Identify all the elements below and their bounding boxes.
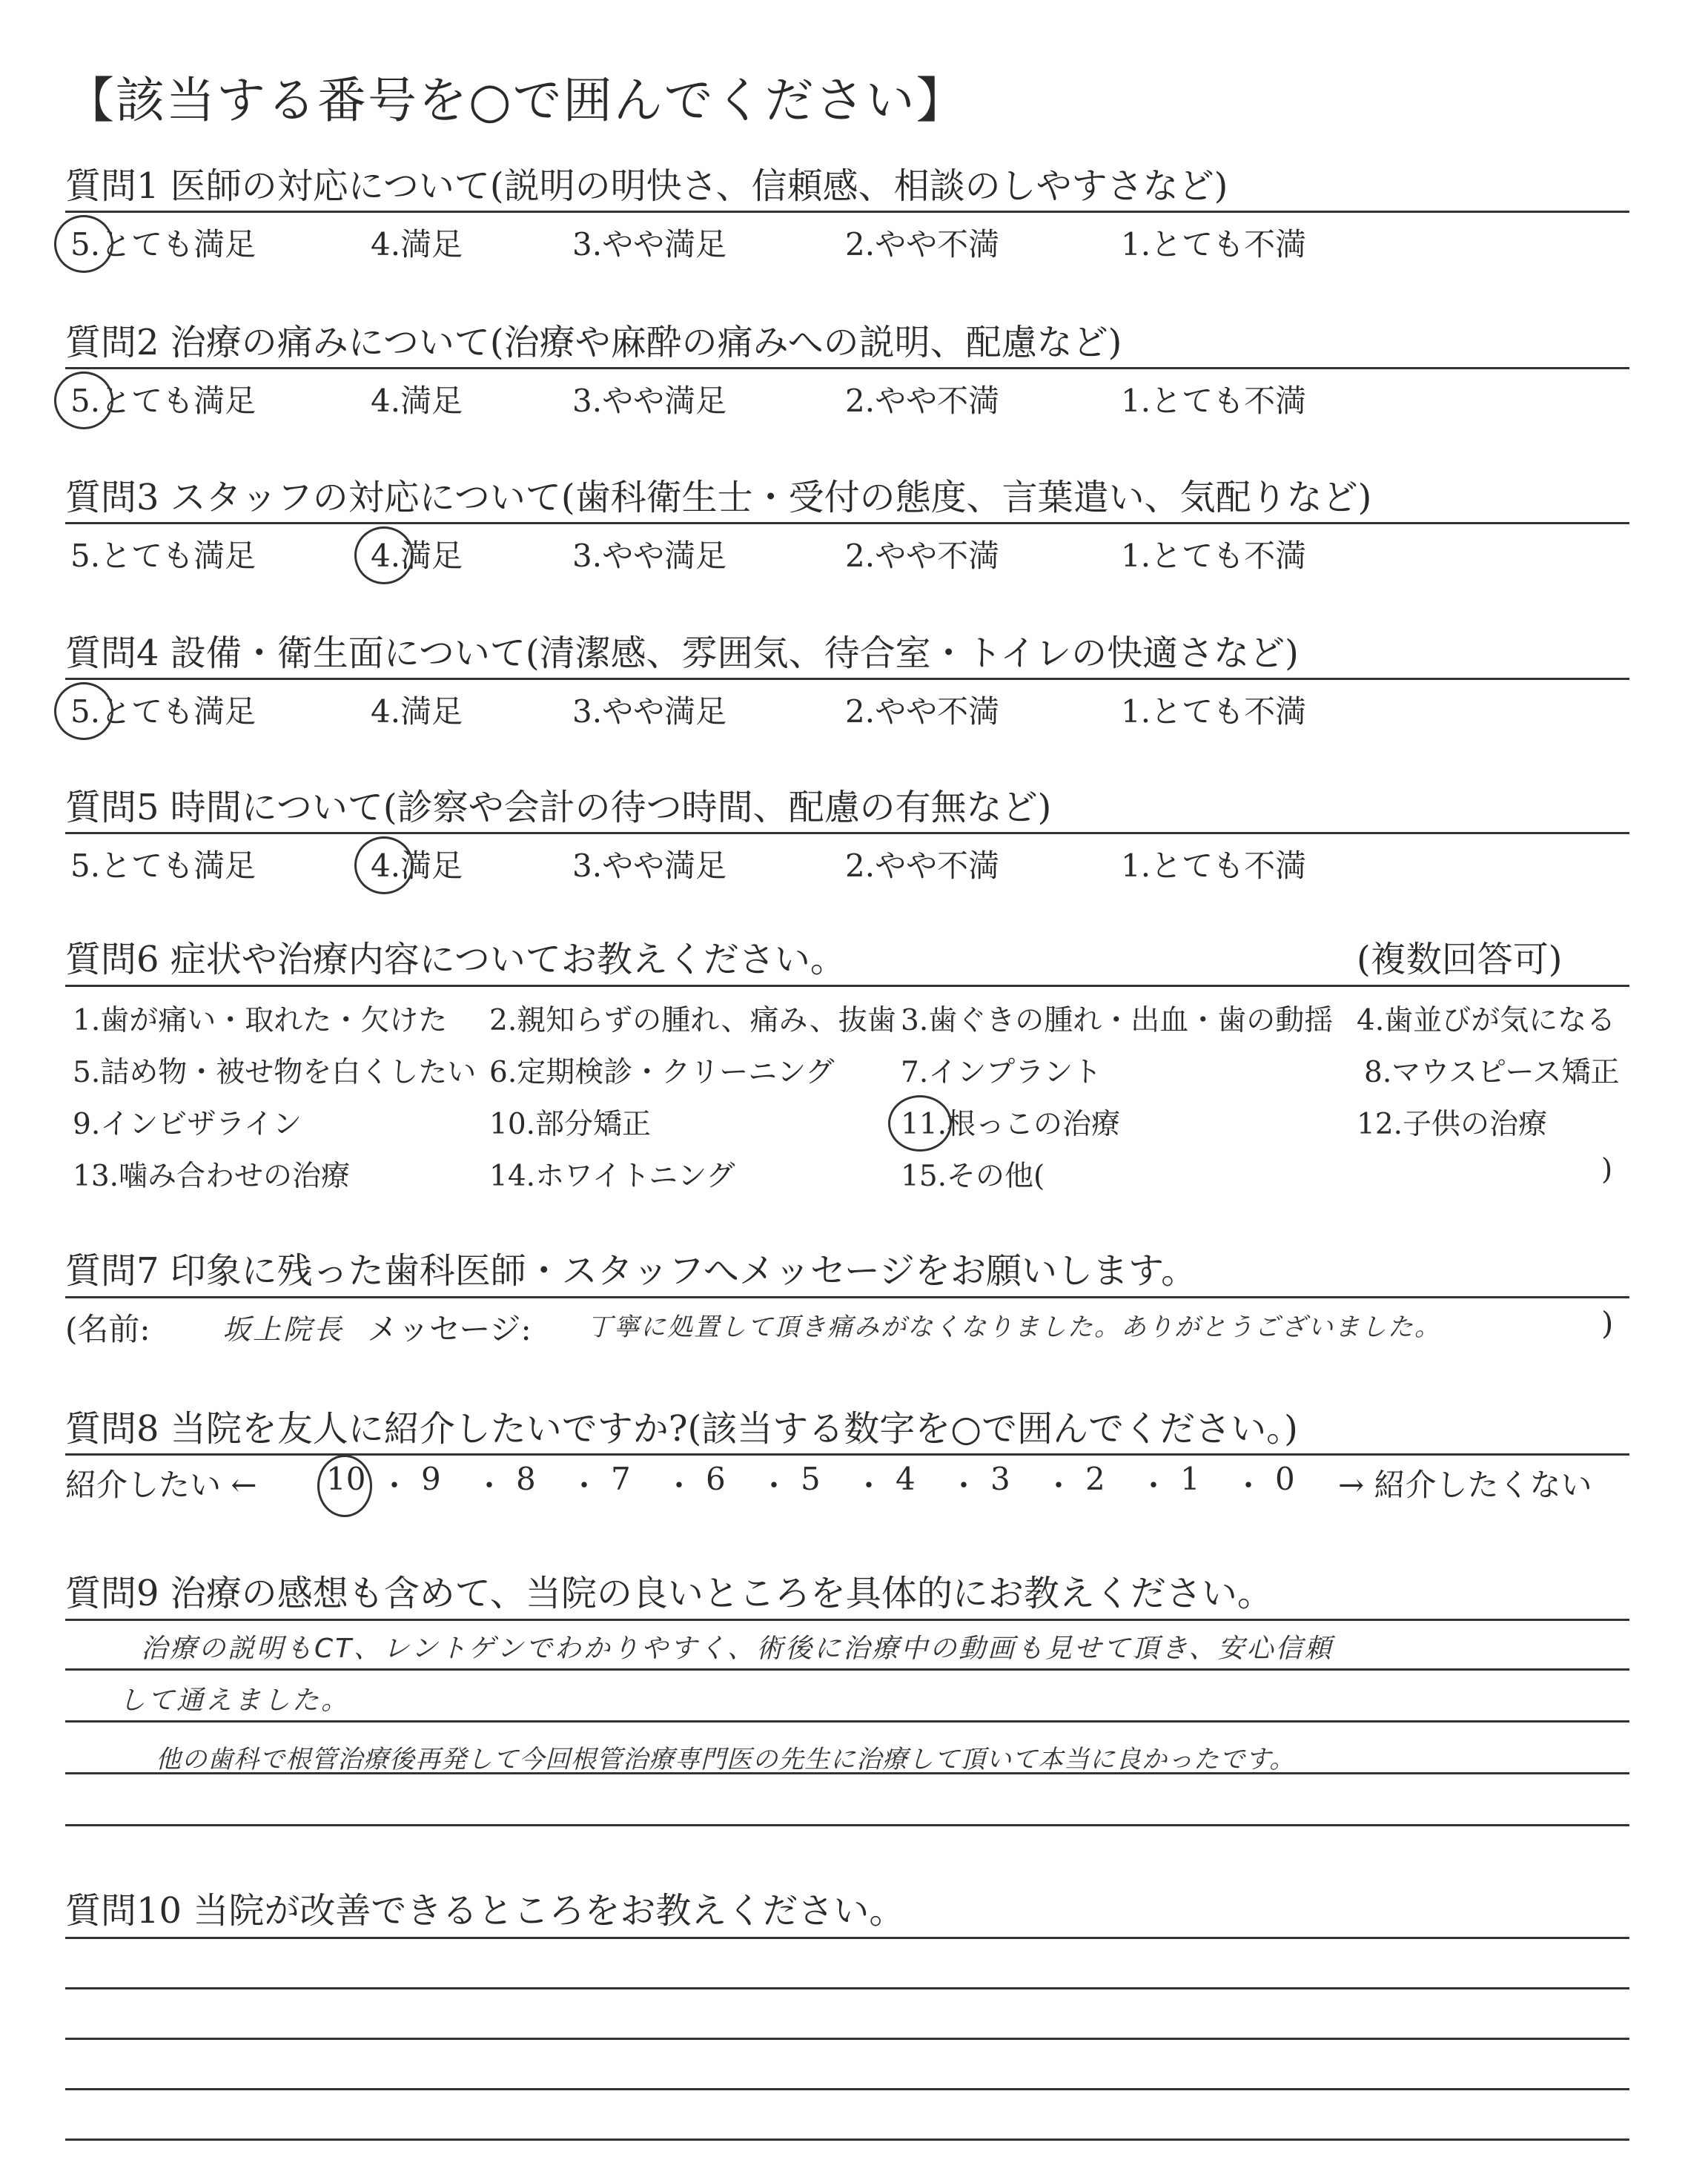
q10-rule-3 [65, 2038, 1629, 2040]
q10-rule-1 [65, 1937, 1629, 1939]
q8-scale-4[interactable]: 4 [896, 1461, 916, 1497]
q5-option-1[interactable]: 1.とても不満 [1121, 848, 1307, 884]
q6-option-13[interactable]: 13.噛み合わせの治療 [73, 1160, 351, 1193]
q8-scale-0[interactable]: 0 [1275, 1461, 1295, 1497]
q8-scale-8[interactable]: 8 [516, 1461, 536, 1497]
q2-rule [65, 367, 1629, 369]
q6-option-10[interactable]: 10.部分矯正 [489, 1108, 652, 1141]
q2-option-3[interactable]: 3.やや満足 [572, 383, 727, 419]
q3-option-1[interactable]: 1.とても不満 [1121, 538, 1307, 574]
q6-option-6[interactable]: 6.定期検診・クリーニング [489, 1056, 835, 1089]
q6-option-1[interactable]: 1.歯が痛い・取れた・欠けた [73, 1004, 448, 1037]
q7-message-value[interactable]: 丁寧に処置して頂き痛みがなくなりました。ありがとうございました。 [587, 1312, 1441, 1342]
q1-selection-circle [54, 215, 113, 273]
q3-selection-circle [354, 526, 414, 584]
q1-option-1[interactable]: 1.とても不満 [1121, 226, 1307, 262]
q10-rule-5 [65, 2138, 1629, 2141]
q8-scale-6[interactable]: 6 [706, 1461, 726, 1497]
q5-rule [65, 832, 1629, 834]
q8-scale-9[interactable]: 9 [421, 1461, 441, 1497]
q7-close-paren: ) [1601, 1305, 1614, 1341]
q6-option-12[interactable]: 12.子供の治療 [1357, 1108, 1548, 1141]
q6-other-close-paren: ) [1601, 1153, 1613, 1186]
q6-option-14[interactable]: 14.ホワイトニング [489, 1160, 735, 1193]
q8-scale-5[interactable]: 5 [801, 1461, 821, 1497]
q8-separator: ・ [664, 1469, 694, 1503]
q6-option-7[interactable]: 7.インプラント [901, 1056, 1102, 1089]
q6-option-2[interactable]: 2.親知らずの腫れ、痛み、抜歯 [489, 1004, 896, 1037]
q2-option-1[interactable]: 1.とても不満 [1121, 383, 1307, 419]
q4-option-5[interactable]: 5.とても満足 [70, 693, 256, 730]
q4-option-2[interactable]: 2.やや不満 [845, 693, 1000, 730]
q3-option-5[interactable]: 5.とても満足 [70, 538, 256, 574]
q4-option-1[interactable]: 1.とても不満 [1121, 693, 1307, 730]
q8-rule [65, 1453, 1629, 1456]
q8-scale-10[interactable]: 10 [326, 1461, 366, 1497]
q6-heading: 質問6 症状や治療内容についてお教えください。 [65, 939, 846, 980]
q8-separator: ・ [569, 1469, 599, 1503]
q4-selection-circle [54, 682, 113, 740]
q8-separator: ・ [1139, 1469, 1168, 1503]
q10-heading: 質問10 当院が改善できるところをお教えください。 [65, 1890, 905, 1932]
q1-heading: 質問1 医師の対応について(説明の明快さ、信頼感、相談のしやすさなど) [65, 165, 1228, 207]
q9-rule-1 [65, 1619, 1629, 1621]
q6-option-3[interactable]: 3.歯ぐきの腫れ・出血・歯の動揺 [901, 1004, 1334, 1037]
q9-heading: 質問9 治療の感想も含めて、当院の良いところを具体的にお教えください。 [65, 1573, 1273, 1614]
q5-option-3[interactable]: 3.やや満足 [572, 848, 727, 884]
q7-name-value[interactable]: 坂上院長 [222, 1313, 345, 1346]
q2-option-2[interactable]: 2.やや不満 [845, 383, 1000, 419]
q9-rule-2 [65, 1668, 1629, 1671]
q3-option-3[interactable]: 3.やや満足 [572, 538, 727, 574]
q1-option-5[interactable]: 5.とても満足 [70, 226, 256, 262]
q6-note: (複数回答可) [1357, 939, 1563, 980]
q8-separator: ・ [1044, 1469, 1073, 1503]
q6-option-15[interactable]: 15.その他( [901, 1160, 1045, 1193]
q6-option-9[interactable]: 9.インビザライン [73, 1108, 302, 1141]
q10-rule-2 [65, 1987, 1629, 1989]
q9-answer-line-3[interactable]: 他の歯科で根管治療後再発して今回根管治療専門医の先生に治療して頂いて本当に良かったです。 [156, 1745, 1296, 1774]
q3-rule [65, 522, 1629, 524]
q8-separator: ・ [380, 1469, 409, 1503]
q3-heading: 質問3 スタッフの対応について(歯科衛生士・受付の態度、言葉遣い、気配りなど) [65, 477, 1372, 518]
q7-rule [65, 1296, 1629, 1298]
q8-separator: ・ [474, 1469, 504, 1503]
q6-option-11[interactable]: 11.根っこの治療 [901, 1108, 1121, 1141]
q6-rule [65, 985, 1629, 987]
q8-separator: ・ [1234, 1469, 1263, 1503]
q10-rule-4 [65, 2088, 1629, 2090]
q5-option-4[interactable]: 4.満足 [371, 848, 463, 884]
q1-option-4[interactable]: 4.満足 [371, 226, 463, 262]
q6-option-5[interactable]: 5.詰め物・被せ物を白くしたい [73, 1056, 477, 1089]
q9-rule-3 [65, 1720, 1629, 1723]
q2-heading: 質問2 治療の痛みについて(治療や麻酔の痛みへの説明、配慮など) [65, 322, 1122, 363]
q1-rule [65, 211, 1629, 213]
q8-heading: 質問8 当院を友人に紹介したいですか?(該当する数字を○で囲んでください。) [65, 1408, 1298, 1450]
q2-option-5[interactable]: 5.とても満足 [70, 383, 256, 419]
q1-option-2[interactable]: 2.やや不満 [845, 226, 1000, 262]
q4-option-3[interactable]: 3.やや満足 [572, 693, 727, 730]
q4-rule [65, 678, 1629, 680]
q3-option-2[interactable]: 2.やや不満 [845, 538, 1000, 574]
q4-heading: 質問4 設備・衛生面について(清潔感、雰囲気、待合室・トイレの快適さなど) [65, 633, 1299, 674]
q2-option-4[interactable]: 4.満足 [371, 383, 463, 419]
q9-answer-line-2[interactable]: して通えました。 [119, 1685, 351, 1716]
q8-scale-1[interactable]: 1 [1180, 1461, 1200, 1497]
q2-selection-circle [54, 371, 113, 429]
q8-scale-7[interactable]: 7 [611, 1461, 631, 1497]
q1-option-3[interactable]: 3.やや満足 [572, 226, 727, 262]
q8-separator: ・ [854, 1469, 884, 1503]
q8-selection-circle [317, 1455, 372, 1517]
q8-scale-2[interactable]: 2 [1085, 1461, 1105, 1497]
q7-name-label: (名前: [65, 1311, 150, 1347]
q5-option-2[interactable]: 2.やや不満 [845, 848, 1000, 884]
q8-left-label: 紹介したい ← [65, 1467, 257, 1503]
q5-option-5[interactable]: 5.とても満足 [70, 848, 256, 884]
q9-answer-line-1[interactable]: 治療の説明もCT、レントゲンでわかりやすく、術後に治療中の動画も見せて頂き、安心信頼 [141, 1634, 1334, 1664]
form-title: 【該当する番号を○で囲んでください】 [65, 72, 967, 129]
q7-message-label: メッセージ: [367, 1311, 532, 1347]
q3-option-4[interactable]: 4.満足 [371, 538, 463, 574]
q8-right-label: → 紹介したくない [1338, 1467, 1592, 1503]
q6-option-8[interactable]: 8.マウスピース矯正 [1364, 1056, 1620, 1089]
q8-separator: ・ [759, 1469, 789, 1503]
q6-selection-circle [888, 1095, 952, 1152]
q8-separator: ・ [949, 1469, 979, 1503]
q9-rule-5 [65, 1824, 1629, 1826]
q6-option-4[interactable]: 4.歯並びが気になる [1357, 1004, 1616, 1037]
q4-option-4[interactable]: 4.満足 [371, 693, 463, 730]
q5-selection-circle [354, 836, 414, 894]
q8-scale-3[interactable]: 3 [990, 1461, 1010, 1497]
q7-heading: 質問7 印象に残った歯科医師・スタッフへメッセージをお願いします。 [65, 1250, 1197, 1292]
q5-heading: 質問5 時間について(診察や会計の待つ時間、配慮の有無など) [65, 787, 1052, 828]
